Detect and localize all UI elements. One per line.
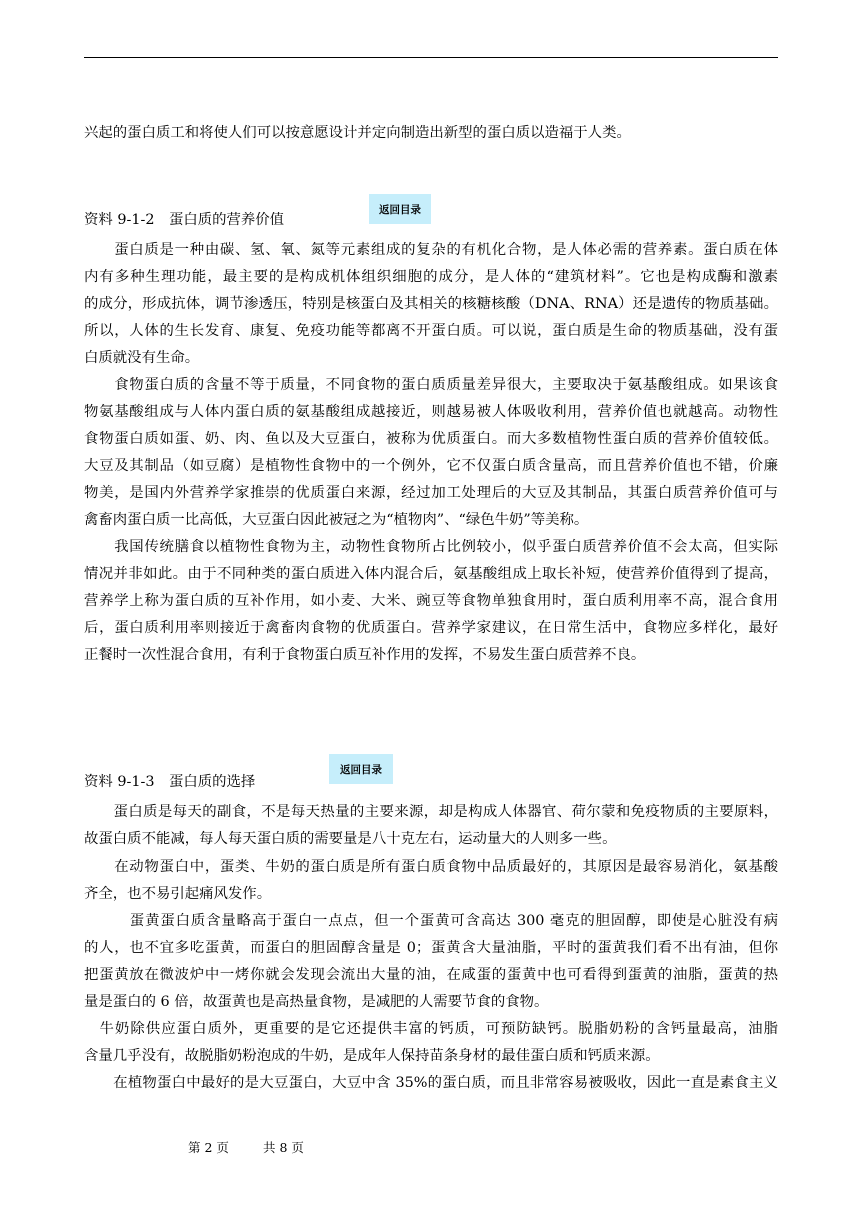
paragraph-line: 牛奶除供应蛋白质外，更重要的是它还提供丰富的钙质，可预防缺钙。脱脂奶粉的含钙量最高，油脂 — [84, 1021, 778, 1037]
paragraph-line: 食物蛋白质的含量不等于质量，不同食物的蛋白质质量差异很大，主要取决于氨基酸组成。如果该食 — [84, 377, 778, 393]
paragraph-line: 大豆及其制品（如豆腐）是植物性食物中的一个例外，它不仅蛋白质含量高，而且营养价值也不错，价廉 — [84, 458, 778, 474]
intro-line: 兴起的蛋白质工和将使人们可以按意愿设计并定向制造出新型的蛋白质以造福于人类。 — [84, 125, 631, 141]
paragraph-line: 的成分，形成抗体，调节渗透压，特别是核蛋白及其相关的核糖核酸（DNA、RNA）还是遗传的物质基础。 — [84, 296, 778, 312]
paragraph-line: 故蛋白质不能减，每人每天蛋白质的需要量是八十克左右，运动量大的人则多一些。 — [84, 831, 617, 847]
paragraph-line: 蛋黄蛋白质含量略高于蛋白一点点，但一个蛋黄可含高达 300 毫克的胆固醇，即使是心脏没有病 — [84, 913, 778, 929]
paragraph-line: 后，蛋白质利用率则接近于禽畜肉食物的优质蛋白。营养学家建议，在日常生活中，食物应多样化，最好 — [84, 620, 778, 636]
page-number: 第 2 页 — [188, 1140, 229, 1155]
back-to-toc-button[interactable]: 返回目录 — [369, 194, 431, 224]
section-heading: 资料 9-1-3 蛋白质的选择 — [84, 774, 256, 790]
paragraph-line: 蛋白质是每天的副食，不是每天热量的主要来源，却是构成人体器官、荷尔蒙和免疫物质的主要原料， — [84, 804, 778, 820]
paragraph-line: 蛋白质是一种由碳、氢、氧、氮等元素组成的复杂的有机化合物，是人体必需的营养素。蛋白质在体 — [84, 242, 778, 258]
paragraph-line: 内有多种生理功能，最主要的是构成机体组织细胞的成分，是人体的“建筑材料”。它也是构成酶和激素 — [84, 269, 778, 285]
paragraph-line: 物氨基酸组成与人体内蛋白质的氨基酸组成越接近，则越易被人体吸收利用，营养价值也就越高。动物性 — [84, 404, 778, 420]
paragraph-line: 的人，也不宜多吃蛋黄，而蛋白的胆固醇含量是 0；蛋黄含大量油脂，平时的蛋黄我们看不出有油，但你 — [84, 940, 778, 956]
paragraph-line: 所以，人体的生长发育、康复、免疫功能等都离不开蛋白质。可以说，蛋白质是生命的物质基础，没有蛋 — [84, 323, 778, 339]
paragraph-line: 量是蛋白的 6 倍，故蛋黄也是高热量食物，是减肥的人需要节食的食物。 — [84, 994, 549, 1010]
paragraph-line: 在植物蛋白中最好的是大豆蛋白，大豆中含 35%的蛋白质，而且非常容易被吸收，因此一直是素食主义 — [84, 1075, 778, 1091]
paragraph-line: 把蛋黄放在微波炉中一烤你就会发现会流出大量的油，在咸蛋的蛋黄中也可看得到蛋黄的油脂，蛋黄的热 — [84, 967, 778, 983]
paragraph-line: 物美，是国内外营养学家推崇的优质蛋白来源，经过加工处理后的大豆及其制品，其蛋白质营养价值可与 — [84, 485, 778, 501]
paragraph-line: 食物蛋白质如蛋、奶、肉、鱼以及大豆蛋白，被称为优质蛋白。而大多数植物性蛋白质的营养价值较低。 — [84, 431, 778, 447]
paragraph-line: 我国传统膳食以植物性食物为主，动物性食物所占比例较小，似乎蛋白质营养价值不会太高，但实际 — [84, 539, 778, 555]
paragraph-line: 情况并非如此。由于不同种类的蛋白质进入体内混合后，氨基酸组成上取长补短，使营养价值得到了提高， — [84, 566, 778, 582]
paragraph-line: 营养学上称为蛋白质的互补作用，如小麦、大米、豌豆等食物单独食用时，蛋白质利用率不高，混合食用 — [84, 593, 778, 609]
header-rule — [84, 57, 778, 58]
section-heading: 资料 9-1-2 蛋白质的营养价值 — [84, 212, 285, 228]
paragraph-line: 含量几乎没有，故脱脂奶粉泡成的牛奶，是成年人保持苗条身材的最佳蛋白质和钙质来源。 — [84, 1048, 660, 1064]
paragraph-line: 白质就没有生命。 — [84, 350, 200, 366]
paragraph-line: 在动物蛋白中，蛋类、牛奶的蛋白质是所有蛋白质食物中品质最好的，其原因是最容易消化，氨基酸 — [84, 859, 778, 875]
back-to-toc-button[interactable]: 返回目录 — [329, 754, 393, 784]
paragraph-line: 正餐时一次性混合食用，有利于食物蛋白质互补作用的发挥，不易发生蛋白质营养不良。 — [84, 647, 646, 663]
paragraph-line: 齐全，也不易引起痛风发作。 — [84, 886, 272, 902]
page-total: 共 8 页 — [263, 1140, 304, 1155]
paragraph-line: 禽畜肉蛋白质一比高低，大豆蛋白因此被冠之为“植物肉”、“绿色牛奶”等美称。 — [84, 512, 589, 528]
